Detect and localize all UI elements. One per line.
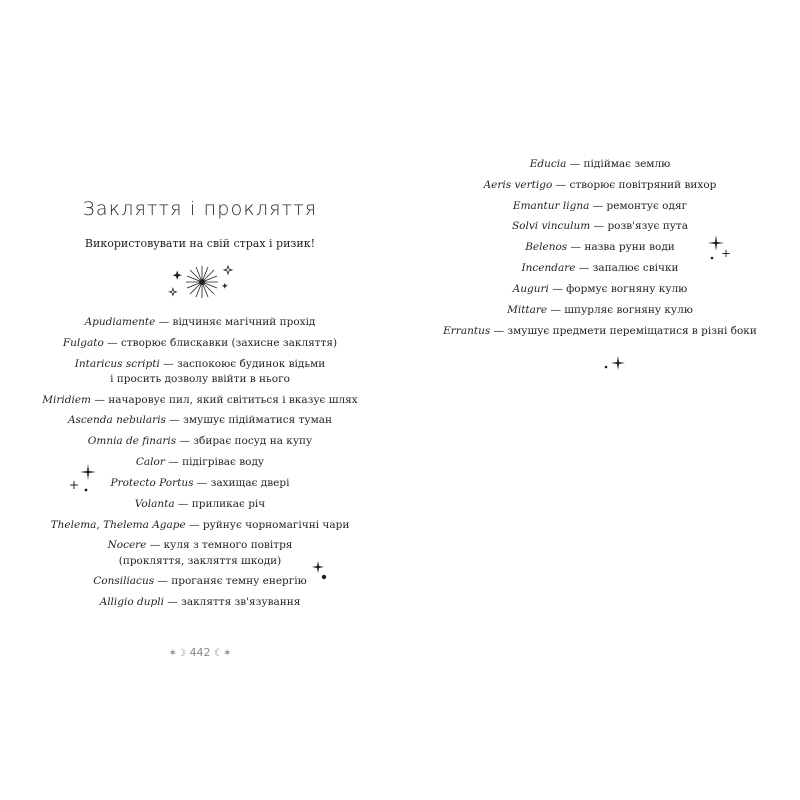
- list-item: Nocere — куля з темного повітря (прокляття, закляття шкоди): [107, 539, 293, 567]
- list-item: Emantur ligna — ремонтує одяг: [512, 199, 688, 212]
- list-item: Mittare — шпурляє вогняну кулю: [507, 303, 693, 316]
- list-item: Volanta — приликає річ: [134, 497, 266, 510]
- list-item: Alligio dupli — закляття зв'язування: [99, 596, 301, 609]
- sparkle-cluster-icon: [704, 234, 734, 262]
- list-item: Auguri — формує вогняну кулю: [512, 282, 688, 295]
- list-item: Solvi vinculum — розв'язує пута: [511, 220, 689, 233]
- list-item: Aeris vertigo — створює повітряний вихор: [483, 178, 717, 191]
- list-item: Thelema, Thelema Agape — руйнує чорномагічні чари: [50, 518, 350, 531]
- list-item: Errantus — змушує предмети переміщатися в різні боки: [443, 324, 757, 337]
- moon-star-icon: ☾✶: [214, 648, 232, 659]
- list-item: Ascenda nebularis — змушує підійматися туман: [67, 414, 333, 427]
- sparkle-cluster-icon: [310, 560, 336, 584]
- spell-list-left: [0, 315, 400, 616]
- list-item: Fulgato — створює блискавки (захисне закляття): [62, 336, 338, 349]
- moon-star-icon: ✶☽: [168, 648, 186, 659]
- spell-list-right: [400, 157, 800, 344]
- starburst-ornament-icon: [160, 258, 240, 306]
- list-item: Educia — підіймає землю: [529, 158, 671, 170]
- right-page: [400, 0, 800, 800]
- page-subtitle: Використовувати на свій страх і ризик!: [84, 237, 316, 250]
- sparkle-cluster-icon: [602, 354, 628, 374]
- page-title: Закляття і прокляття: [82, 198, 318, 220]
- list-item: Intaricus scripti — заспокоює будинок відьми і просить дозволу ввійти в нього: [74, 357, 326, 385]
- list-item: Miridiem — начаровує пил, який світиться і вказує шлях: [42, 393, 358, 406]
- list-item: Calor — підігріває воду: [135, 456, 265, 469]
- list-item: Omnia de finaris — збирає посуд на купу: [87, 435, 313, 448]
- list-item: Consiliacus — проганяє темну енергію: [93, 575, 307, 588]
- list-item: Incendare — запалює свічки: [521, 262, 679, 275]
- page-number: ✶☽ 442 ☾✶: [168, 646, 232, 659]
- list-item: Apudiamente — відчиняє магічний прохід: [84, 316, 316, 328]
- list-item: Belenos — назва руни води: [525, 241, 675, 254]
- sparkle-cluster-icon: [66, 462, 102, 496]
- list-item: Protecto Portus — захищає двері: [110, 476, 290, 489]
